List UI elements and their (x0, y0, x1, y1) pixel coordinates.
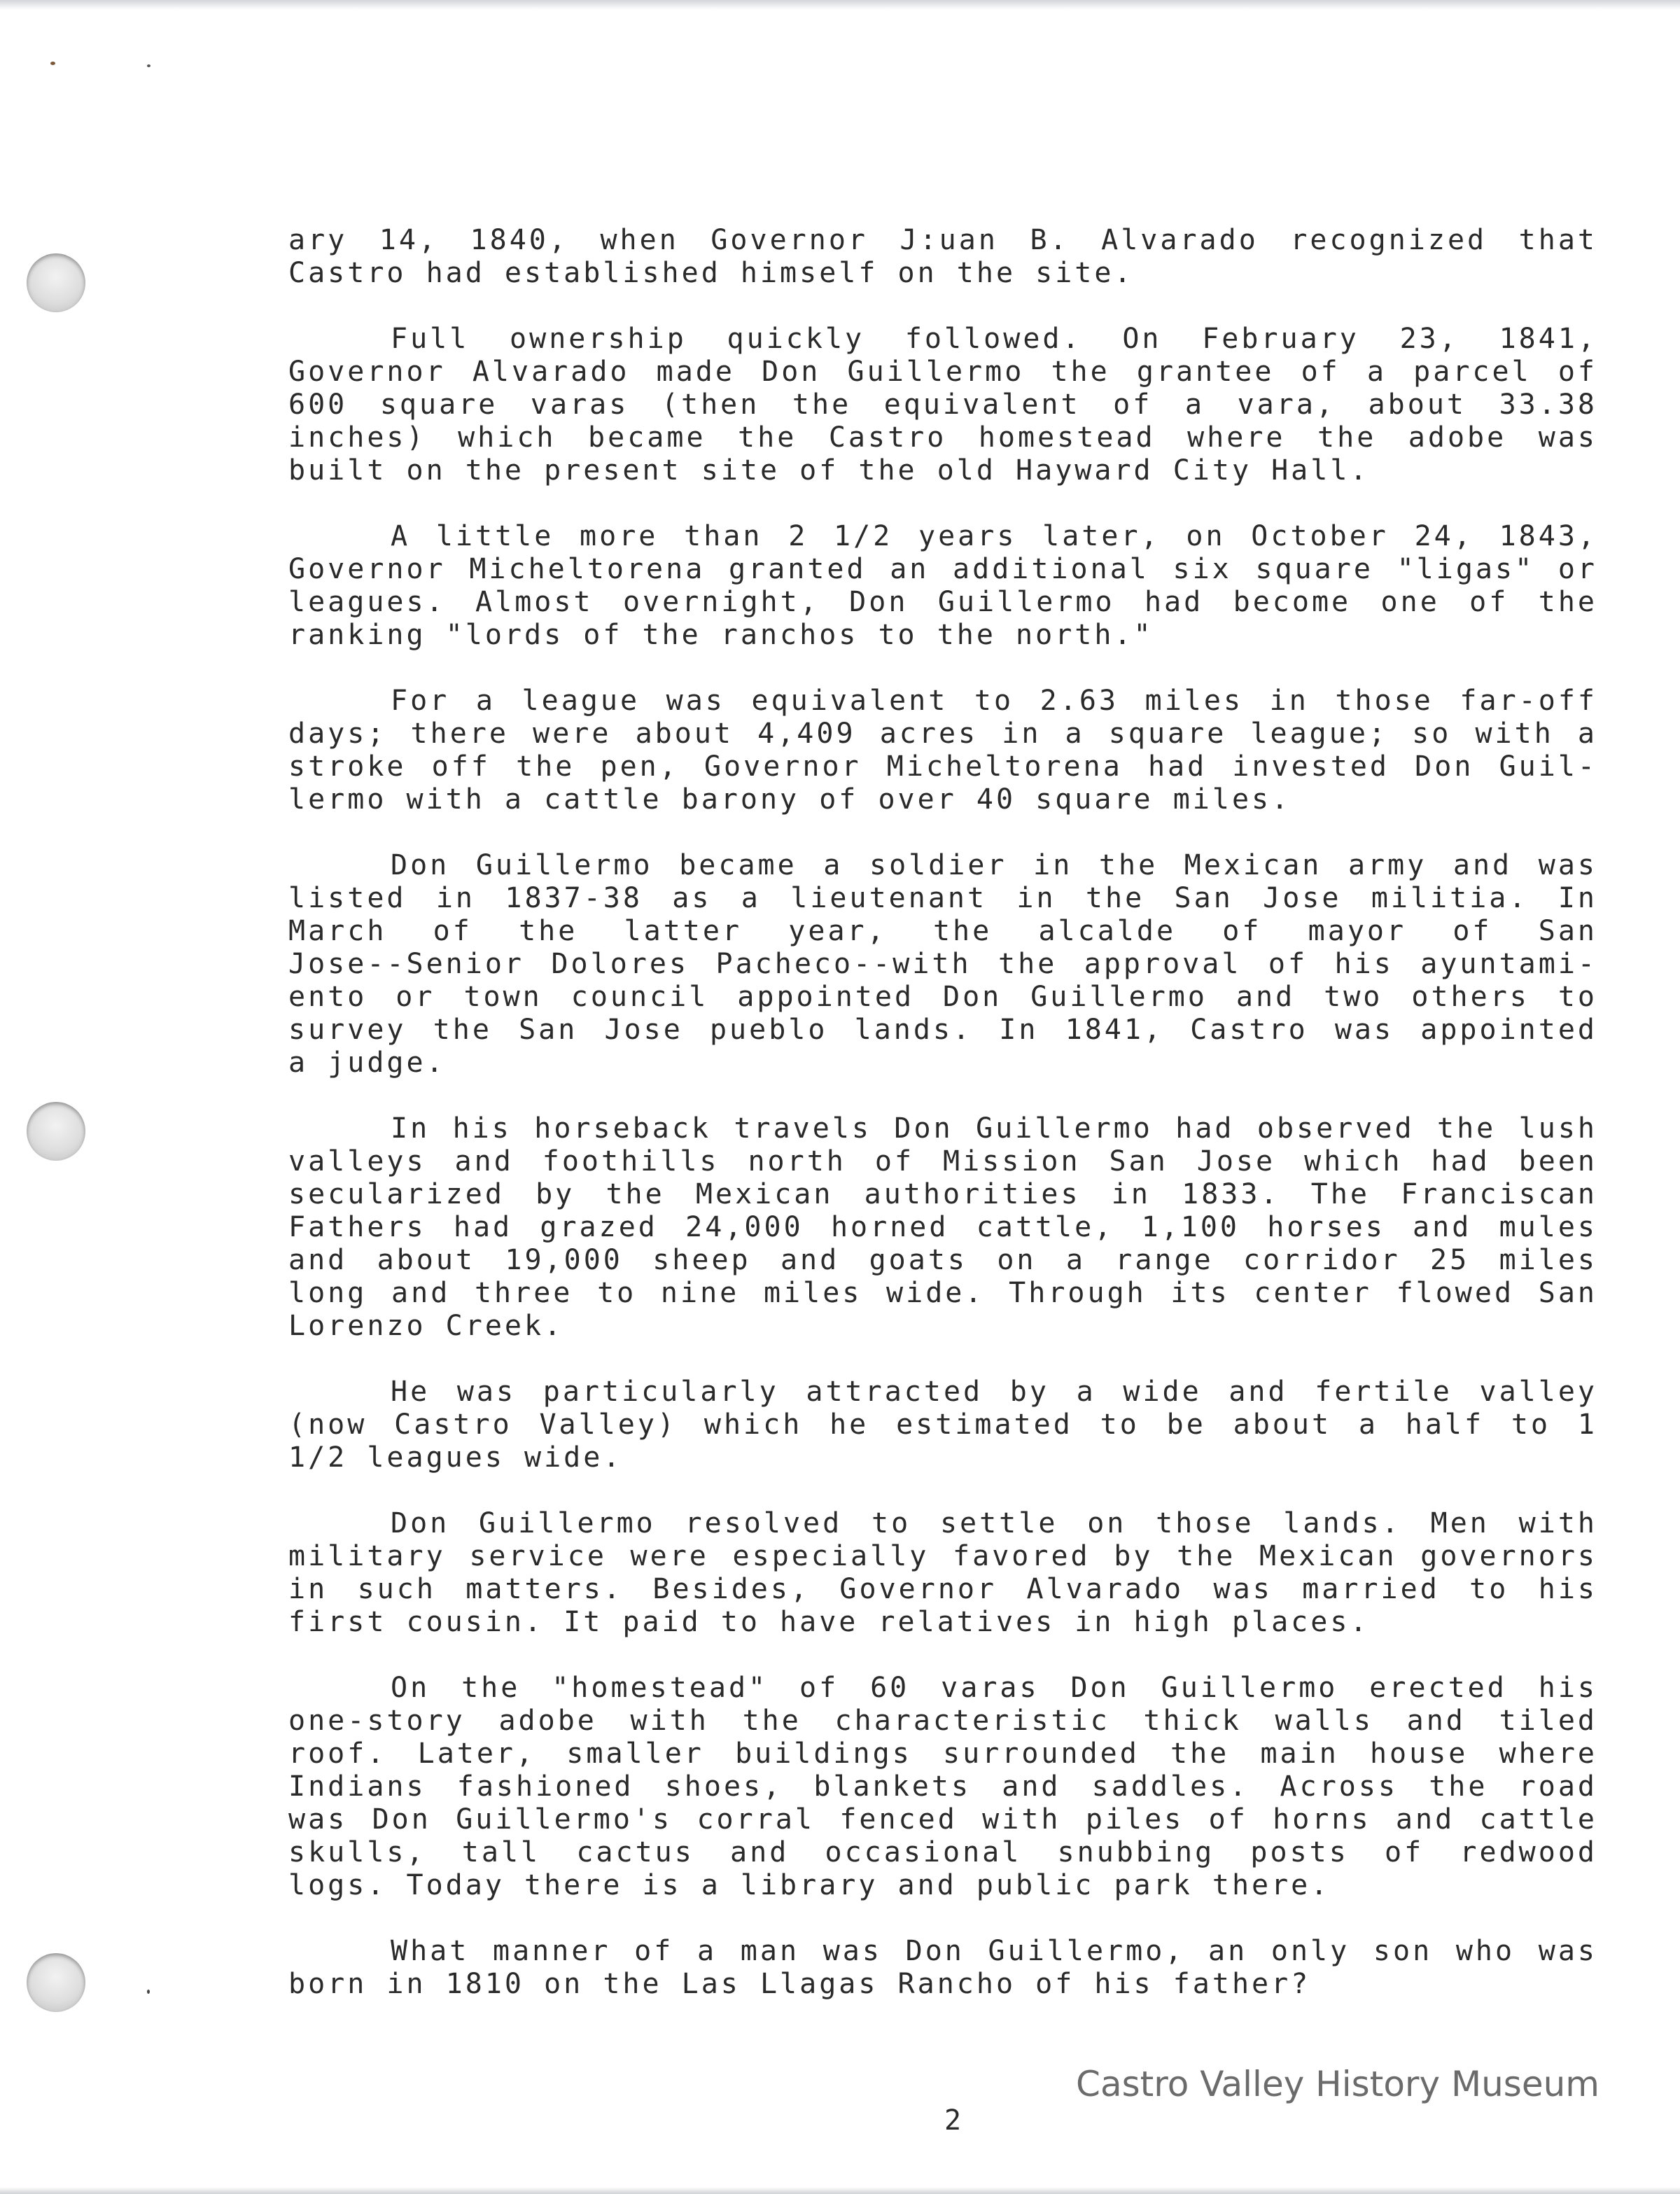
text-line: was Don Guillermo's corral fenced with piles of horns and cattle (288, 1803, 1597, 1836)
text-line: military service were especially favored by the Mexican governors (288, 1540, 1597, 1572)
text-line: and about 19,000 sheep and goats on a range corridor 25 miles (288, 1244, 1597, 1276)
body-paragraph (288, 685, 1597, 816)
text-line: 1/2 leagues wide. (288, 1441, 623, 1474)
text-line: (now Castro Valley) which he estimated to be about a half to 1 (288, 1409, 1597, 1441)
text-line: first cousin. It paid to have relatives in high places. (288, 1606, 1370, 1638)
text-line: ranking "lords of the ranchos to the north." (288, 619, 1154, 651)
text-line: Full ownership quickly followed. On February 23, 1841, (391, 323, 1597, 355)
text-line: stroke off the pen, Governor Micheltorena had invested Don Guil- (288, 750, 1597, 783)
body-paragraph (288, 849, 1597, 1079)
text-line: one-story adobe with the characteristic thick walls and tiled (288, 1705, 1597, 1737)
body-paragraph (288, 323, 1597, 487)
scan-speck (147, 64, 150, 67)
body-paragraph (288, 1935, 1597, 2001)
text-line: built on the present site of the old Hayward City Hall. (288, 454, 1370, 487)
text-line: ary 14, 1840, when Governor J:uan B. Alvarado recognized that (288, 224, 1597, 256)
punch-hole-bottom (27, 1953, 85, 2012)
text-line: survey the San Jose pueblo lands. In 1841, Castro was appointed (288, 1014, 1597, 1046)
punch-hole-top (27, 253, 85, 312)
text-line: born in 1810 on the Las Llagas Rancho of his father? (288, 1968, 1311, 2000)
text-line: ento or town council appointed Don Guillermo and two others to (288, 981, 1597, 1013)
text-line: What manner of a man was Don Guillermo, an only son who was (391, 1935, 1597, 1967)
body-paragraph (288, 520, 1597, 652)
text-line: He was particularly attracted by a wide and fertile valley (391, 1376, 1597, 1408)
scan-speck (147, 1990, 150, 1994)
scan-bottom-edge (0, 2187, 1680, 2194)
text-line: a judge. (288, 1047, 446, 1079)
body-paragraph (288, 1672, 1597, 1902)
scan-speck (50, 62, 55, 65)
text-line: Don Guillermo resolved to settle on those lands. Men with (391, 1507, 1597, 1539)
body-paragraph (288, 1507, 1597, 1639)
text-line: In his horseback travels Don Guillermo had observed the lush (391, 1112, 1597, 1145)
text-line: in such matters. Besides, Governor Alvarado was married to his (288, 1573, 1597, 1605)
text-line: logs. Today there is a library and public park there. (288, 1869, 1331, 1901)
text-line: For a league was equivalent to 2.63 miles in those far-off (391, 685, 1597, 717)
text-line: Jose--Senior Dolores Pacheco--with the approval of his ayuntami- (288, 948, 1597, 980)
text-line: inches) which became the Castro homestead where the adobe was (288, 421, 1597, 454)
text-line: A little more than 2 1/2 years later, on October 24, 1843, (391, 520, 1597, 552)
typewritten-body-text (288, 224, 1597, 2034)
body-paragraph (288, 1112, 1597, 1343)
text-line: Fathers had grazed 24,000 horned cattle, 1,100 horses and mules (288, 1211, 1597, 1243)
text-line: Castro had established himself on the site. (288, 257, 1134, 289)
text-line: Governor Alvarado made Don Guillermo the grantee of a parcel of (288, 356, 1597, 388)
punch-hole-middle (27, 1102, 85, 1161)
body-paragraph (288, 224, 1597, 290)
scan-top-edge (0, 0, 1680, 10)
text-line: March of the latter year, the alcalde of mayor of San (288, 915, 1597, 947)
page-number: 2 (944, 2104, 962, 2137)
text-line: secularized by the Mexican authorities in 1833. The Franciscan (288, 1178, 1597, 1210)
text-line: valleys and foothills north of Mission San Jose which had been (288, 1145, 1597, 1178)
text-line: skulls, tall cactus and occasional snubbing posts of redwood (288, 1836, 1597, 1868)
text-line: leagues. Almost overnight, Don Guillermo had become one of the (288, 586, 1597, 618)
text-line: roof. Later, smaller buildings surrounded the main house where (288, 1738, 1597, 1770)
text-line: Governor Micheltorena granted an additional six square "ligas" or (288, 553, 1597, 585)
text-line: Indians fashioned shoes, blankets and saddles. Across the road (288, 1770, 1597, 1803)
text-line: listed in 1837-38 as a lieutenant in the San Jose militia. In (288, 882, 1597, 914)
body-paragraph (288, 1376, 1597, 1474)
text-line: Lorenzo Creek. (288, 1310, 564, 1342)
museum-watermark: Castro Valley History Museum (1076, 2064, 1600, 2104)
text-line: 600 square varas (then the equivalent of a vara, about 33.38 (288, 389, 1597, 421)
text-line: long and three to nine miles wide. Through its center flowed San (288, 1277, 1597, 1309)
text-line: On the "homestead" of 60 varas Don Guillermo erected his (391, 1672, 1597, 1704)
text-line: lermo with a cattle barony of over 40 square miles. (288, 783, 1292, 816)
text-line: days; there were about 4,409 acres in a square league; so with a (288, 718, 1597, 750)
text-line: Don Guillermo became a soldier in the Mexican army and was (391, 849, 1597, 881)
